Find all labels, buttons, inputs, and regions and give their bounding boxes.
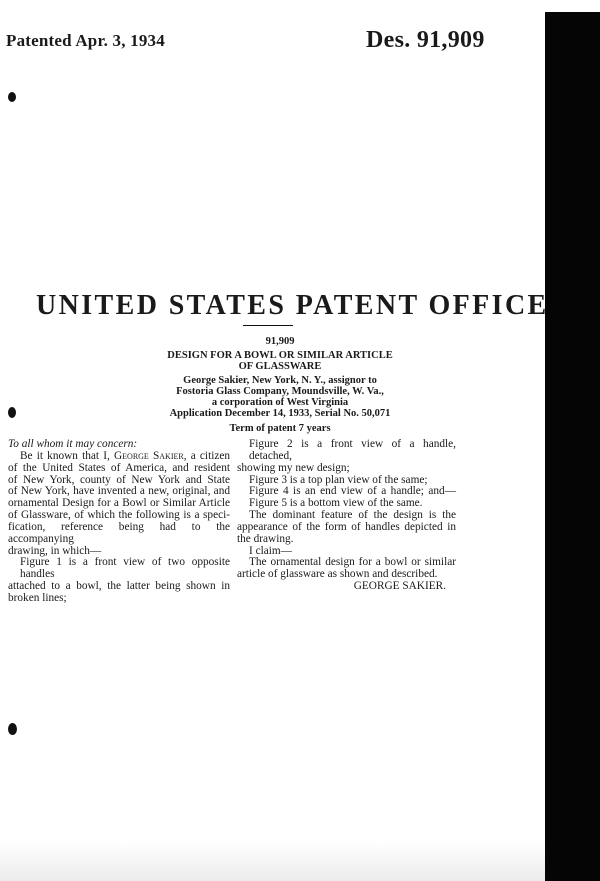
- body-line: appearance of the form of handles depicted in: [237, 520, 456, 533]
- salutation: To all whom it may concern:: [8, 438, 138, 450]
- body-line: The dominant feature of the design is the: [249, 509, 456, 522]
- design-title-line: OF GLASSWARE: [238, 361, 322, 372]
- left-column: [8, 439, 230, 605]
- body-line: Figure 5 is a bottom view of the same.: [249, 497, 423, 510]
- body-line: fication, reference being had to the accompanying: [8, 520, 230, 545]
- patent-date: Patented Apr. 3, 1934: [6, 31, 165, 50]
- punch-hole: [8, 407, 16, 418]
- body-line: Figure 2 is a front view of a handle, detached,: [249, 438, 456, 462]
- inventor-block: [100, 375, 460, 408]
- body-line: Figure 3 is a top plan view of the same;: [249, 473, 428, 486]
- body-line: I claim—: [249, 544, 292, 557]
- body-line: of New York, have invented a new, original, and: [8, 485, 230, 498]
- inventor-line: Fostoria Glass Company, Moundsville, W. Va.,: [176, 386, 384, 397]
- inventor-line: a corporation of West Virginia: [211, 397, 349, 408]
- body-text: Be it known that I,: [20, 449, 110, 462]
- body-line: Figure 4 is an end view of a handle; and—: [249, 485, 456, 498]
- patent-number: 91,909: [265, 336, 295, 347]
- office-title: UNITED STATES PATENT OFFICE: [36, 290, 549, 321]
- application-line: Application December 14, 1933, Serial No. 50,071: [169, 408, 391, 419]
- body-line: The ornamental design for a bowl or similar: [249, 556, 456, 569]
- body-line: broken lines;: [8, 591, 67, 604]
- inventor-name: George Sakier: [114, 449, 184, 462]
- body-line: of the United States of America, and resident: [8, 461, 230, 474]
- punch-hole: [8, 92, 16, 102]
- scan-border: [545, 12, 600, 881]
- body-line: of Glassware, of which the following is a speci-: [8, 509, 230, 522]
- signature: GEORGE SAKIER.: [353, 580, 446, 593]
- punch-hole: [8, 723, 17, 735]
- design-title: [100, 350, 460, 372]
- design-number: Des. 91,909: [366, 27, 485, 53]
- body-line: drawing, in which—: [8, 544, 102, 557]
- scan-shadow: [0, 841, 545, 881]
- body-line: [8, 451, 230, 463]
- body-line: attached to a bowl, the latter being shown in: [8, 580, 230, 593]
- body-line: of New York, county of New York and State: [8, 473, 230, 486]
- right-column: [237, 439, 456, 593]
- body-text: , a citizen: [183, 449, 231, 462]
- body-line: showing my new design;: [237, 461, 350, 474]
- body-line: ornamental Design for a Bowl or Similar Article: [8, 497, 230, 510]
- term-line: Term of patent 7 years: [229, 423, 331, 434]
- design-title-line: DESIGN FOR A BOWL OR SIMILAR ARTICLE: [167, 350, 393, 361]
- body-line: article of glassware as shown and described.: [237, 568, 438, 581]
- body-line: Figure 1 is a front view of two opposite handles: [20, 556, 230, 581]
- body-line: the drawing.: [237, 532, 294, 545]
- inventor-line: George Sakier, New York, N. Y., assignor to: [183, 375, 377, 386]
- divider: [243, 325, 293, 326]
